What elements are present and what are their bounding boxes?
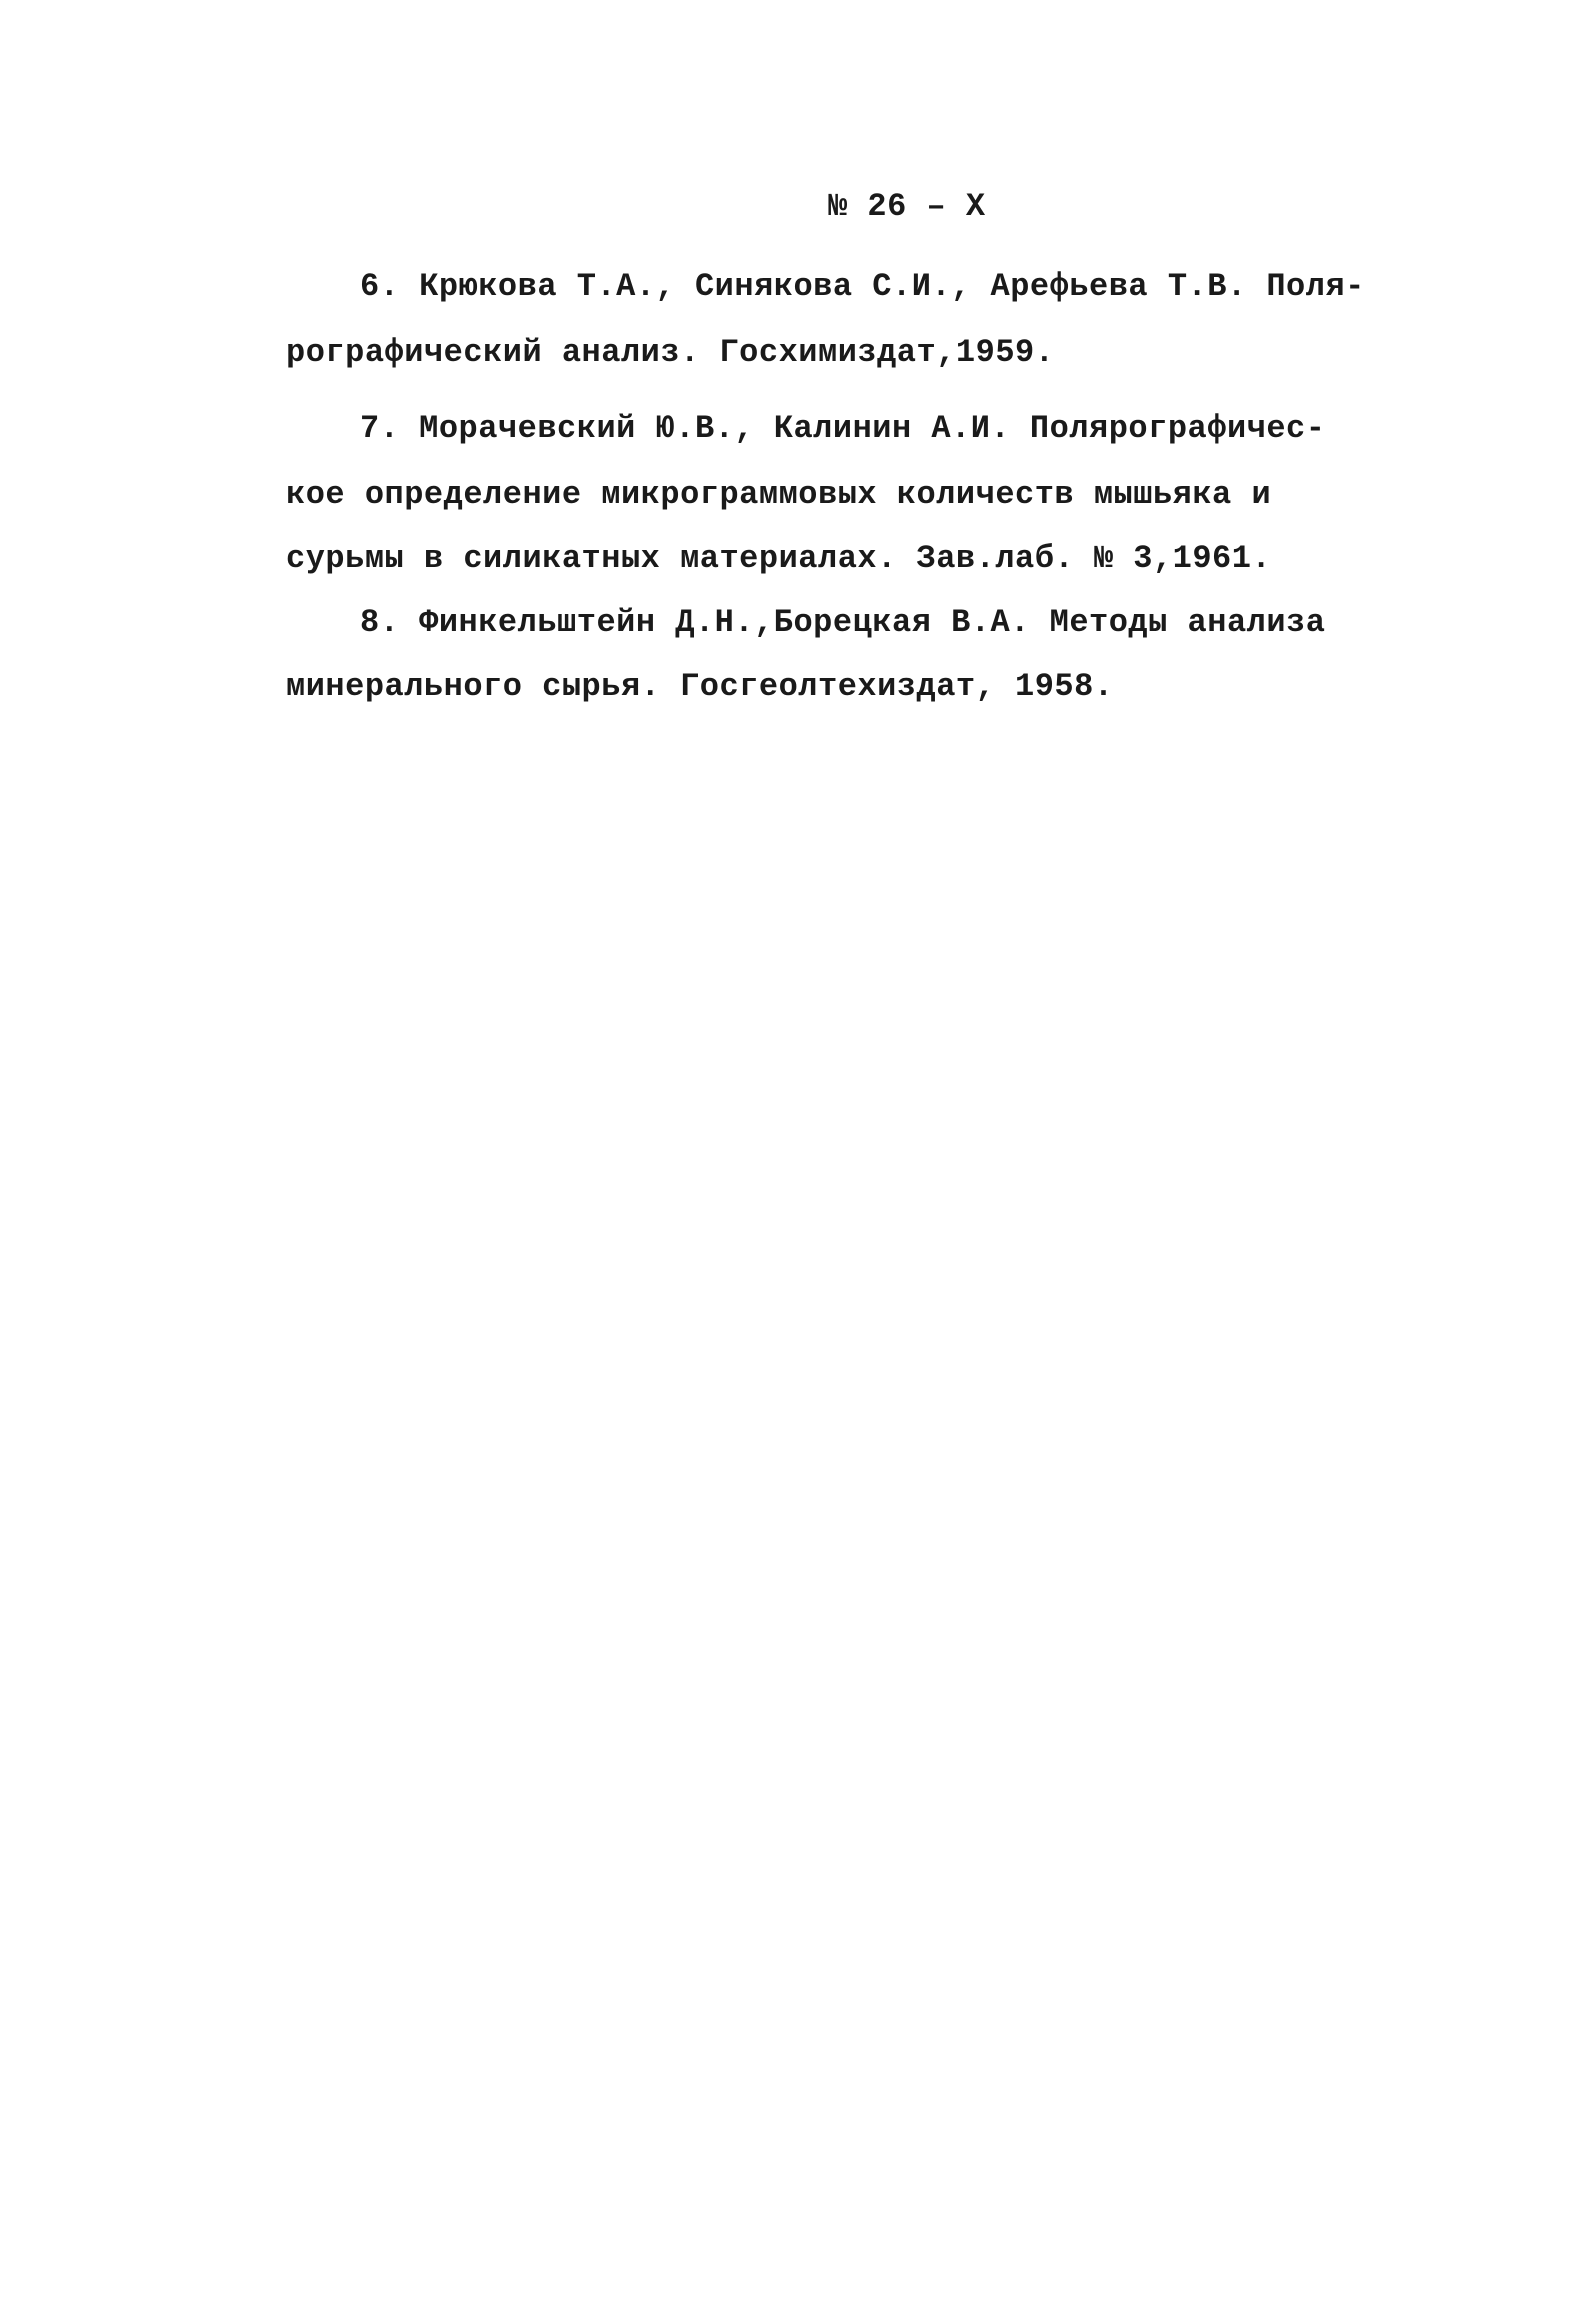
document-number: № 26 – X (828, 188, 986, 225)
reference-line: минерального сырья. Госгеолтехиздат, 1958. (286, 668, 1114, 705)
reference-line: кое определение микрограммовых количеств мышьяка и (286, 476, 1272, 513)
reference-line: 7. Морачевский Ю.В., Калинин А.И. Полярографичес- (360, 410, 1326, 447)
reference-line: рографический анализ. Госхимиздат,1959. (286, 334, 1055, 371)
reference-line: сурьмы в силикатных материалах. Зав.лаб. № 3,1961. (286, 540, 1272, 577)
reference-line: 6. Крюкова Т.А., Синякова С.И., Арефьева Т.В. Поля- (360, 268, 1365, 305)
reference-line: 8. Финкельштейн Д.Н.,Борецкая В.А. Методы анализа (360, 604, 1326, 641)
